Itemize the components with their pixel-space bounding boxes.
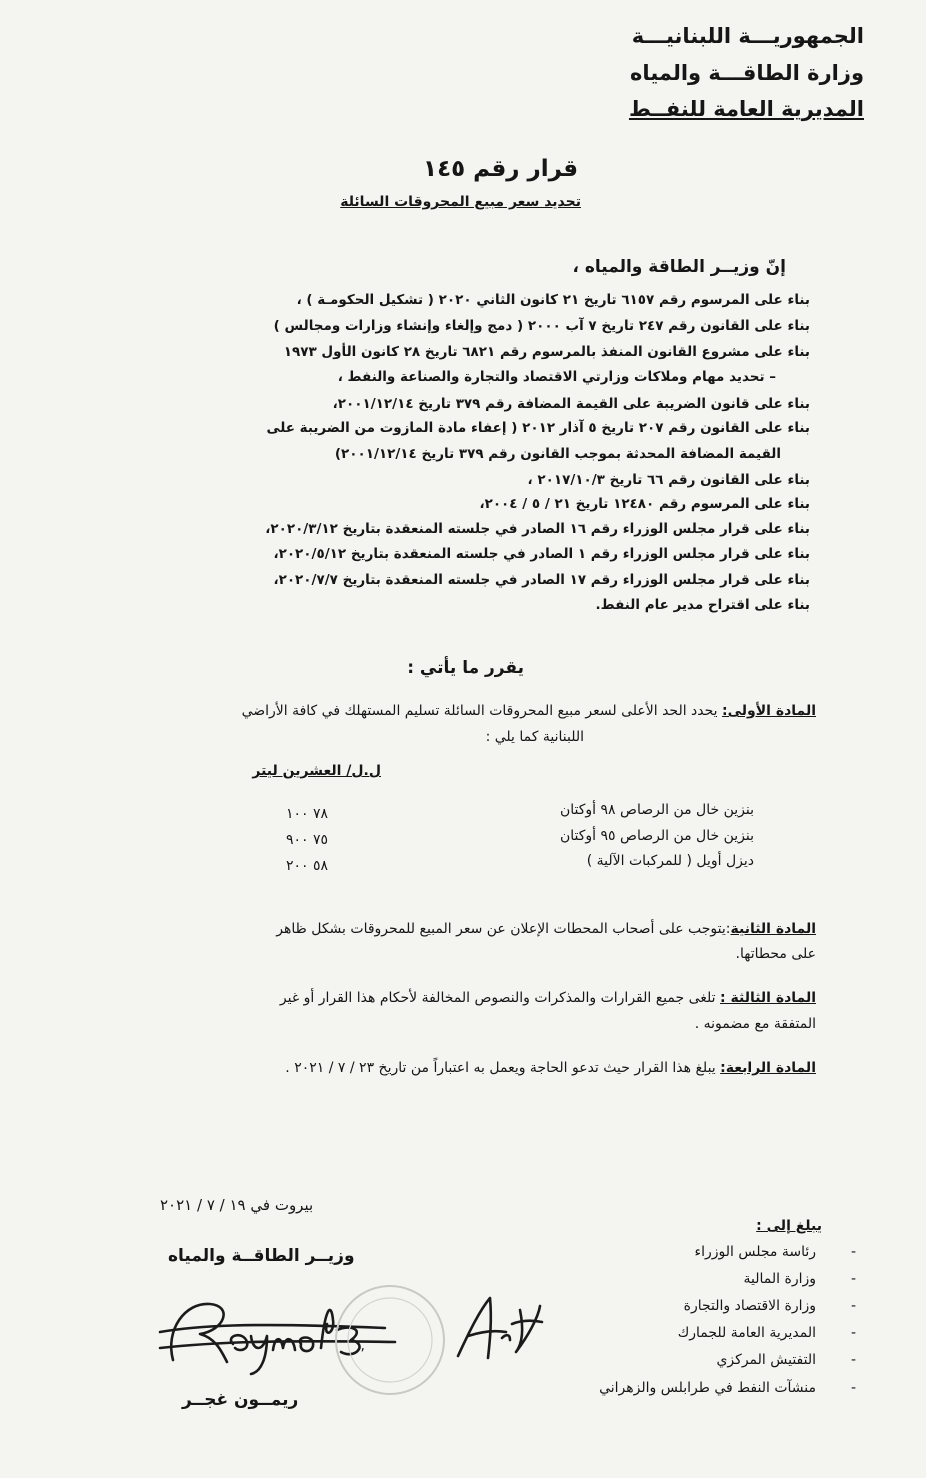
article3-label: المادة الثالثة : bbox=[720, 990, 816, 1006]
article1-text: يحدد الحد الأعلى لسعر مبيع المحروقات السائلة تسليم المستهلك في كافة الأراضي bbox=[241, 703, 718, 719]
minister-title: وزيــر الطاقــة والمياه bbox=[168, 1246, 355, 1266]
minister-name: ريمــون غجــر bbox=[182, 1390, 299, 1410]
preamble-line: بناء على القانون رقم ٦٦ تاريخ ٢٠١٧/١٠/٣ ، bbox=[527, 472, 810, 488]
price-value: ٥٨ ٢٠٠ bbox=[286, 858, 329, 874]
article2-line2: على محطاتها. bbox=[735, 946, 816, 962]
preamble-line: بناء على قانون الضريبة على القيمة المضافة رقم ٣٧٩ تاريخ ٢٠٠١/١٢/١٤، bbox=[332, 396, 810, 412]
article4-label: المادة الرابعة: bbox=[720, 1060, 816, 1076]
article3-line2: المتفقة مع مضمونه . bbox=[694, 1016, 816, 1032]
price-name: بنزين خال من الرصاص ٩٥ أوكتان bbox=[559, 828, 754, 844]
article3-text: تلغى جميع القرارات والمذكرات والنصوص المخالفة لأحكام هذا القرار أو غير bbox=[279, 990, 716, 1006]
preamble-line: بناء على المرسوم رقم ١٢٤٨٠ تاريخ ٢١ / ٥ / ٢٠٠٤، bbox=[479, 496, 810, 512]
preamble-line: – تحديد مهام وملاكات وزارتي الاقتصاد والتجارة والصناعة والنفط ، bbox=[337, 369, 776, 385]
distribution-item: - وزارة الاقتصاد والتجارة bbox=[683, 1298, 856, 1314]
header-republic: الجمهوريـــة اللبنانيـــة bbox=[631, 24, 864, 48]
place-date: بيروت في ١٩ / ٧ / ٢٠٢١ bbox=[160, 1196, 314, 1214]
preamble-line: بناء على قرار مجلس الوزراء رقم ١ الصادر في جلسته المنعقدة بتاريخ ٢٠٢٠/٥/١٢، bbox=[273, 546, 810, 562]
preamble-line: بناء على قرار مجلس الوزراء رقم ١٦ الصادر في جلسته المنعقدة بتاريخ ٢٠٢٠/٣/١٢، bbox=[265, 521, 810, 537]
decides-heading: يقرر ما يأتي : bbox=[407, 658, 524, 678]
preamble-line: بناء على اقتراح مدير عام النفط. bbox=[595, 597, 810, 613]
minister-line: إنّ وزيــر الطاقة والمياه ، bbox=[572, 257, 786, 277]
distribution-label: يبلغ إلى : bbox=[756, 1218, 822, 1234]
article4-text: يبلغ هذا القرار حيث تدعو الحاجة ويعمل به اعتباراً من تاريخ ٢٣ / ٧ / ٢٠٢١ . bbox=[285, 1060, 716, 1076]
article3-line1 bbox=[280, 990, 816, 1006]
article2-label: المادة الثانية bbox=[730, 921, 816, 937]
header-directorate: المديرية العامة للنفــط bbox=[628, 97, 864, 121]
distribution-item: - المديرية العامة للجمارك bbox=[677, 1325, 856, 1341]
header-ministry: وزارة الطاقـــة والمياه bbox=[630, 61, 864, 85]
decision-subtitle: تحديد سعر مبيع المحروقات السائلة bbox=[340, 194, 581, 210]
preamble-line: القيمة المضافة المحدثة بموجب القانون رقم ٣٧٩ تاريخ ٢٠٠١/١٢/١٤) bbox=[334, 446, 781, 462]
decision-title: قرار رقم ١٤٥ bbox=[423, 156, 578, 182]
ministry-stamp bbox=[330, 1280, 450, 1400]
price-unit: ل.ل/ العشرين ليتر bbox=[252, 763, 381, 779]
preamble-line: بناء على القانون رقم ٢٤٧ تاريخ ٧ آب ٢٠٠٠ ( دمج وإلغاء وإنشاء وزارات ومجالس ) bbox=[273, 318, 810, 334]
article2-line1 bbox=[276, 921, 816, 937]
initials-signature bbox=[450, 1290, 550, 1370]
article1-line2: اللبنانية كما يلي : bbox=[485, 729, 584, 745]
preamble-line: بناء على مشروع القانون المنفذ بالمرسوم رقم ٦٨٢١ تاريخ ٢٨ كانون الأول ١٩٧٣ bbox=[283, 344, 810, 360]
preamble-line: بناء على القانون رقم ٢٠٧ تاريخ ٥ آذار ٢٠١٢ ( إعفاء مادة المازوت من الضريبة على bbox=[266, 420, 810, 436]
price-value: ٧٨ ١٠٠ bbox=[286, 806, 329, 822]
article1-line1 bbox=[242, 703, 816, 719]
price-name: ديزل أويل ( للمركبات الآلية ) bbox=[586, 853, 754, 869]
distribution-item: - التفتيش المركزي bbox=[716, 1352, 856, 1368]
article1-label: المادة الأولى: bbox=[722, 703, 816, 719]
price-value: ٧٥ ٩٠٠ bbox=[286, 832, 329, 848]
svg-text:,: , bbox=[360, 1338, 365, 1354]
article2-text: :يتوجب على أصحاب المحطات الإعلان عن سعر المبيع للمحروقات بشكل ظاهر bbox=[276, 921, 731, 937]
distribution-item: - منشآت النفط في طرابلس والزهراني bbox=[599, 1380, 856, 1396]
distribution-item: - رئاسة مجلس الوزراء bbox=[694, 1244, 856, 1260]
price-name: بنزين خال من الرصاص ٩٨ أوكتان bbox=[559, 802, 754, 818]
preamble-line: بناء على قرار مجلس الوزراء رقم ١٧ الصادر في جلسته المنعقدة بتاريخ ٢٠٢٠/٧/٧، bbox=[273, 572, 810, 588]
preamble-line: بناء على المرسوم رقم ٦١٥٧ تاريخ ٢١ كانون الثاني ٢٠٢٠ ( تشكيل الحكومـة ) ، bbox=[296, 292, 810, 308]
article4-line bbox=[285, 1060, 816, 1076]
distribution-item: - وزارة المالية bbox=[743, 1271, 856, 1287]
